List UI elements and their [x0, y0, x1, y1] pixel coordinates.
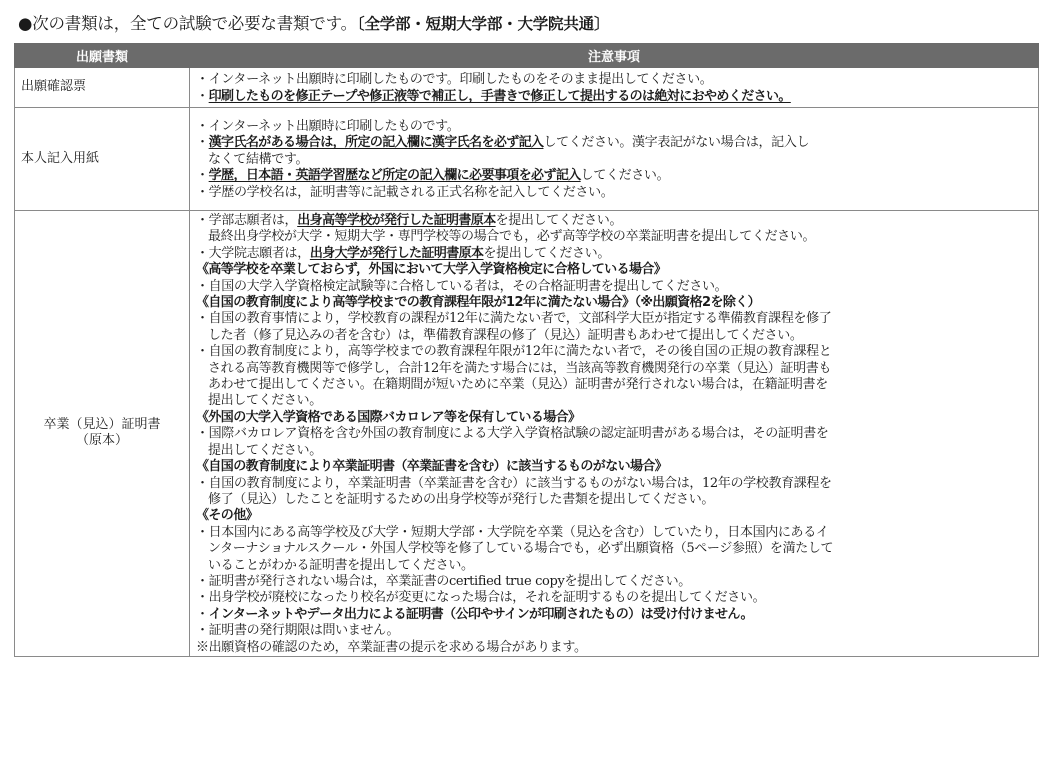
subsection-heading: 《自国の教育制度により卒業証明書（卒業証書を含む）に該当するものがない場合》 — [196, 459, 668, 475]
note-line: 提出してください。 — [208, 393, 322, 409]
bullet: ・ — [196, 88, 209, 104]
note-line — [196, 135, 1032, 151]
emphasis-text: 漢字氏名がある場合は，所定の記入欄に漢字氏名を必ず記入 — [208, 135, 544, 151]
label-line: 卒業（見込）証明書 — [43, 417, 161, 433]
note-line: ・インターネット出願時に印刷したものです。 — [196, 118, 460, 134]
note-line: ・自国の教育制度により，卒業証明書（卒業証書を含む）に該当するものがない場合は，12年の学校教育課程を — [196, 475, 832, 491]
note-line: される高等教育機関等で修学し，合計12年を満たす場合には，当該高等教育機関発行の卒業（見込）証明書も — [208, 360, 832, 376]
bullet: ・ — [196, 135, 209, 151]
heading-text: ●次の書類は，全ての試験で必要な書類です。 — [18, 14, 357, 33]
row-label-graduation-certificate — [15, 211, 190, 657]
note-line: ・証明書の発行期限は問いません。 — [196, 623, 400, 639]
note-line: なくて結構です。 — [208, 151, 309, 167]
note-line: ・日本国内にある高等学校及び大学・短期大学部・大学院を卒業（見込を含む）していたり，日本国内にあるイ — [196, 524, 829, 540]
row-notes-personal-form — [190, 108, 1039, 211]
bullet: ・ — [196, 606, 209, 622]
note-line: ・自国の大学入学資格検定試験等に合格している者は，その合格証明書を提出してください。 — [196, 278, 728, 294]
note-line: 提出してください。 — [208, 442, 322, 458]
note-text: ・大学院志願者は， — [196, 245, 310, 261]
note-line: ・出身学校が廃校になったり校名が変更になった場合は，それを証明するものを提出してください。 — [196, 590, 766, 606]
note-text: を提出してください。 — [495, 213, 623, 228]
subsection-heading: 《高等学校を卒業しておらず，外国において大学入学資格検定に合格している場合》 — [196, 262, 667, 278]
note-line: ・インターネット出願時に印刷したものです。印刷したものをそのまま提出してください。 — [196, 72, 713, 88]
row-label-confirmation: 出願確認票 — [15, 68, 190, 108]
emphasis-text: 出身高等学校が発行した証明書原本 — [297, 213, 496, 228]
section-heading — [18, 13, 1040, 35]
note-text: ・学部志願者は， — [196, 213, 298, 228]
table-header-row — [15, 44, 1039, 68]
header-notes: 注意事項 — [190, 44, 1039, 68]
note-line: ・国際バカロレア資格を含む外国の教育制度による大学入学資格試験の認定証明書がある場合は，その証明書を — [196, 426, 829, 442]
note-text: してください。漢字表記がない場合は，記入し — [543, 135, 810, 151]
note-line — [196, 89, 1032, 105]
note-line: いることがわかる証明書を提出してください。 — [208, 557, 474, 573]
subsection-heading: 《その他》 — [196, 508, 259, 524]
row-notes-confirmation — [190, 68, 1039, 108]
note-line: ※出願資格の確認のため，卒業証書の提示を求める場合があります。 — [196, 639, 587, 655]
table-row — [15, 211, 1039, 657]
subsection-heading: 《自国の教育制度により高等学校までの教育課程年限が12年に満たない場合》（※出願資格2を除く） — [196, 295, 761, 311]
note-line: ・学歴の学校名は，証明書等に記載される正式名称を記入してください。 — [196, 184, 614, 200]
note-line: した者（修了見込みの者を含む）は，準備教育課程の修了（見込）証明書もあわせて提出してください。 — [208, 327, 803, 343]
heading-scope: 〔全学部・短期大学部・大学院共通〕 — [356, 15, 610, 33]
note-line: ・自国の教育事情により，学校教育の課程が12年に満たない者で，文部科学大臣が指定する準備教育課程を修了 — [196, 311, 832, 327]
emphasis-text: 出身大学が発行した証明書原本 — [309, 245, 484, 261]
label-line: （原本） — [75, 433, 128, 449]
table-row — [15, 108, 1039, 211]
row-notes-graduation-certificate — [190, 211, 1039, 657]
table-row — [15, 68, 1039, 108]
note-text: してください。 — [580, 168, 670, 184]
header-documents: 出願書類 — [15, 44, 190, 68]
note-line: 修了（見込）したことを証明するための出身学校等が発行した書類を提出してください。 — [208, 491, 715, 507]
bullet: ・ — [196, 168, 209, 184]
note-line: ンターナショナルスクール・外国人学校等を修了している場合でも，必ず出願資格（5ページ参照）を満たして — [208, 541, 834, 557]
note-line — [196, 168, 1032, 184]
row-label-personal-form: 本人記入用紙 — [15, 108, 190, 211]
emphasis-text: インターネットやデータ出力による証明書（公印やサインが印刷されたもの）は受け付けません。 — [208, 606, 753, 622]
subsection-heading: 《外国の大学入学資格である国際バカロレア等を保有している場合》 — [196, 409, 581, 425]
note-line — [196, 607, 1032, 623]
required-documents-table — [14, 43, 1039, 657]
note-line: ・証明書が発行されない場合は，卒業証書のcertified true copyを提出してください。 — [196, 573, 691, 589]
note-line — [196, 246, 1032, 262]
emphasis-text: 印刷したものを修正テープや修正液等で補正し，手書きで修正して提出するのは絶対におやめください。 — [208, 88, 791, 104]
note-line — [196, 213, 1032, 229]
note-line: 最終出身学校が大学・短期大学・専門学校等の場合でも，必ず高等学校の卒業証明書を提出してください。 — [208, 229, 816, 245]
note-line: ・自国の教育制度により，高等学校までの教育課程年限が12年に満たない者で，その後自国の正規の教育課程と — [196, 344, 832, 360]
emphasis-text: 学歴，日本語・英語学習歴など所定の記入欄に必要事項を必ず記入 — [208, 168, 581, 184]
note-line: あわせて提出してください。在籍期間が短いために卒業（見込）証明書が発行されない場合は，在籍証明書を — [208, 377, 828, 393]
note-text: を提出してください。 — [483, 245, 610, 261]
